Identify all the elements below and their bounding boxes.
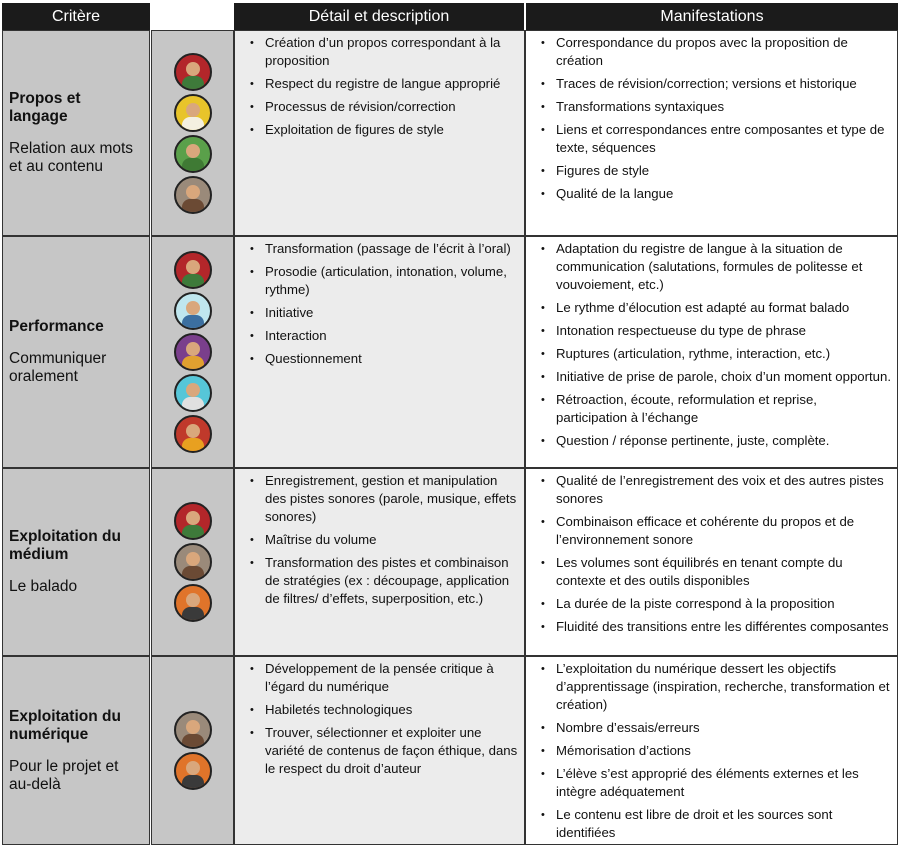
avatar-head bbox=[186, 103, 200, 117]
avatar-head bbox=[186, 342, 200, 356]
character-icons bbox=[151, 656, 234, 845]
manifestation-item: • Les volumes sont équilibrés en tenant compte du contexte et des outils disponibles bbox=[556, 554, 891, 590]
detail-cell bbox=[234, 656, 525, 845]
detail-cell bbox=[234, 468, 525, 656]
manifestation-item: • L’élève s’est approprié des éléments externes et les intègre adéquatement bbox=[556, 765, 891, 801]
manifestation-item: • Le contenu est libre de droit et les sources sont identifiées bbox=[556, 806, 891, 842]
avatar-body bbox=[182, 274, 204, 289]
avatar-body bbox=[182, 525, 204, 540]
manifestation-item: • Question / réponse pertinente, juste, complète. bbox=[556, 432, 891, 450]
criterion-cell bbox=[2, 656, 150, 845]
detail-item: • Trouver, sélectionner et exploiter une variété de contenus de façon éthique, dans le respect du droit d’auteur bbox=[265, 724, 518, 778]
purple-character-icon bbox=[174, 333, 212, 371]
manifestation-item: • Fluidité des transitions entre les différentes composantes bbox=[556, 618, 891, 636]
manifestations-list bbox=[526, 31, 897, 203]
manifestation-item: • Initiative de prise de parole, choix d’un moment opportun. bbox=[556, 368, 891, 386]
manifestation-item: • Qualité de l’enregistrement des voix et des autres pistes sonores bbox=[556, 472, 891, 508]
criterion-subtitle: Communiquer oralement bbox=[9, 350, 107, 385]
detail-item: • Initiative bbox=[265, 304, 518, 322]
detail-item: • Interaction bbox=[265, 327, 518, 345]
character-icons bbox=[151, 468, 234, 656]
green-character-icon bbox=[174, 135, 212, 173]
mermaid-character-icon bbox=[174, 292, 212, 330]
detail-list bbox=[235, 657, 524, 778]
detail-item: • Enregistrement, gestion et manipulation des pistes sonores (parole, musique, effets sonores) bbox=[265, 472, 518, 526]
avatar-head bbox=[186, 720, 200, 734]
avatar-body bbox=[182, 76, 204, 91]
detail-cell bbox=[234, 30, 525, 236]
manifestations-cell bbox=[525, 656, 898, 845]
avatar-body bbox=[182, 607, 204, 622]
criterion-title: Exploitation du médium bbox=[9, 528, 121, 563]
brown-character-icon bbox=[174, 176, 212, 214]
avatar-body bbox=[182, 438, 204, 453]
avatar-head bbox=[186, 424, 200, 438]
brown-character-icon bbox=[174, 711, 212, 749]
detail-list bbox=[235, 469, 524, 608]
manifestation-item: • Adaptation du registre de langue à la situation de communication (salutations, formules de politesse et vouvoiement, etc.) bbox=[556, 240, 891, 294]
avatar-head bbox=[186, 301, 200, 315]
criterion-title: Performance bbox=[9, 318, 104, 335]
yellow-character-icon bbox=[174, 94, 212, 132]
manifestation-item: • Figures de style bbox=[556, 162, 891, 180]
manifestations-list bbox=[526, 657, 897, 842]
manifestation-item: • Combinaison efficace et cohérente du propos et de l’environnement sonore bbox=[556, 513, 891, 549]
orange-character-icon bbox=[174, 752, 212, 790]
detail-list bbox=[235, 237, 524, 368]
criterion-subtitle: Le balado bbox=[9, 578, 78, 595]
avatar-body bbox=[182, 158, 204, 173]
manifestations-cell bbox=[525, 30, 898, 236]
detail-item: • Processus de révision/correction bbox=[265, 98, 518, 116]
manifestation-item: • Rétroaction, écoute, reformulation et reprise, participation à l’échange bbox=[556, 391, 891, 427]
avatar-body bbox=[182, 775, 204, 790]
detail-item: • Habiletés technologiques bbox=[265, 701, 518, 719]
header-manifestations: Manifestations bbox=[526, 3, 898, 30]
detail-item: • Création d’un propos correspondant à la proposition bbox=[265, 34, 518, 70]
manifestation-item: • Le rythme d’élocution est adapté au format balado bbox=[556, 299, 891, 317]
manifestation-item: • Qualité de la langue bbox=[556, 185, 891, 203]
manifestation-item: • Correspondance du propos avec la proposition de création bbox=[556, 34, 891, 70]
detail-item: • Transformation des pistes et combinaison de stratégies (ex : découpage, application de filtres/ d’effets, superposition, etc.) bbox=[265, 554, 518, 608]
manifestation-item: • Intonation respectueuse du type de phrase bbox=[556, 322, 891, 340]
avatar-body bbox=[182, 734, 204, 749]
manifestation-item: • Traces de révision/correction; versions et historique bbox=[556, 75, 891, 93]
detail-item: • Prosodie (articulation, intonation, volume, rythme) bbox=[265, 263, 518, 299]
manifestations-list bbox=[526, 469, 897, 636]
avatar-head bbox=[186, 62, 200, 76]
detail-item: • Questionnement bbox=[265, 350, 518, 368]
avatar-head bbox=[186, 260, 200, 274]
avatar-body bbox=[182, 315, 204, 330]
manifestation-item: • Ruptures (articulation, rythme, interaction, etc.) bbox=[556, 345, 891, 363]
manifestation-item: • Nombre d’essais/erreurs bbox=[556, 719, 891, 737]
red-green-character-icon bbox=[174, 502, 212, 540]
cyan-character-icon bbox=[174, 374, 212, 412]
brown-character-icon bbox=[174, 543, 212, 581]
avatar-head bbox=[186, 144, 200, 158]
header-detail: Détail et description bbox=[234, 3, 524, 30]
avatar-head bbox=[186, 185, 200, 199]
orange-character-icon bbox=[174, 584, 212, 622]
manifestation-item: • Transformations syntaxiques bbox=[556, 98, 891, 116]
manifestation-item: • Mémorisation d’actions bbox=[556, 742, 891, 760]
manifestation-item: • La durée de la piste correspond à la proposition bbox=[556, 595, 891, 613]
red-green-character-icon bbox=[174, 53, 212, 91]
avatar-head bbox=[186, 383, 200, 397]
detail-cell bbox=[234, 236, 525, 468]
detail-item: • Transformation (passage de l’écrit à l’oral) bbox=[265, 240, 518, 258]
character-icons bbox=[151, 30, 234, 236]
criterion-subtitle: Pour le projet et au-delà bbox=[9, 757, 119, 793]
detail-item: • Respect du registre de langue approprié bbox=[265, 75, 518, 93]
avatar-body bbox=[182, 397, 204, 412]
avatar-body bbox=[182, 566, 204, 581]
character-icons bbox=[151, 236, 234, 468]
avatar-head bbox=[186, 552, 200, 566]
manifestation-item: • L’exploitation du numérique dessert les objectifs d’apprentissage (inspiration, recherche, transformation et création) bbox=[556, 660, 891, 714]
manifestations-list bbox=[526, 237, 897, 450]
avatar-body bbox=[182, 356, 204, 371]
criterion-cell bbox=[2, 468, 150, 656]
phoenix-character-icon bbox=[174, 415, 212, 453]
manifestations-cell bbox=[525, 236, 898, 468]
red-green-character-icon bbox=[174, 251, 212, 289]
header-critere: Critère bbox=[2, 3, 150, 30]
criterion-subtitle: Relation aux mots et au contenu bbox=[9, 140, 134, 175]
manifestation-item: • Liens et correspondances entre composantes et type de texte, séquences bbox=[556, 121, 891, 157]
detail-list bbox=[235, 31, 524, 139]
avatar-body bbox=[182, 117, 204, 132]
criterion-cell bbox=[2, 30, 150, 236]
criterion-title: Propos et langage bbox=[9, 90, 81, 125]
detail-item: • Exploitation de figures de style bbox=[265, 121, 518, 139]
criterion-cell bbox=[2, 236, 150, 468]
avatar-head bbox=[186, 761, 200, 775]
avatar-head bbox=[186, 511, 200, 525]
avatar-head bbox=[186, 593, 200, 607]
avatar-body bbox=[182, 199, 204, 214]
detail-item: • Maîtrise du volume bbox=[265, 531, 518, 549]
detail-item: • Développement de la pensée critique à l’égard du numérique bbox=[265, 660, 518, 696]
manifestations-cell bbox=[525, 468, 898, 656]
criterion-title: Exploitation du numérique bbox=[9, 707, 121, 743]
